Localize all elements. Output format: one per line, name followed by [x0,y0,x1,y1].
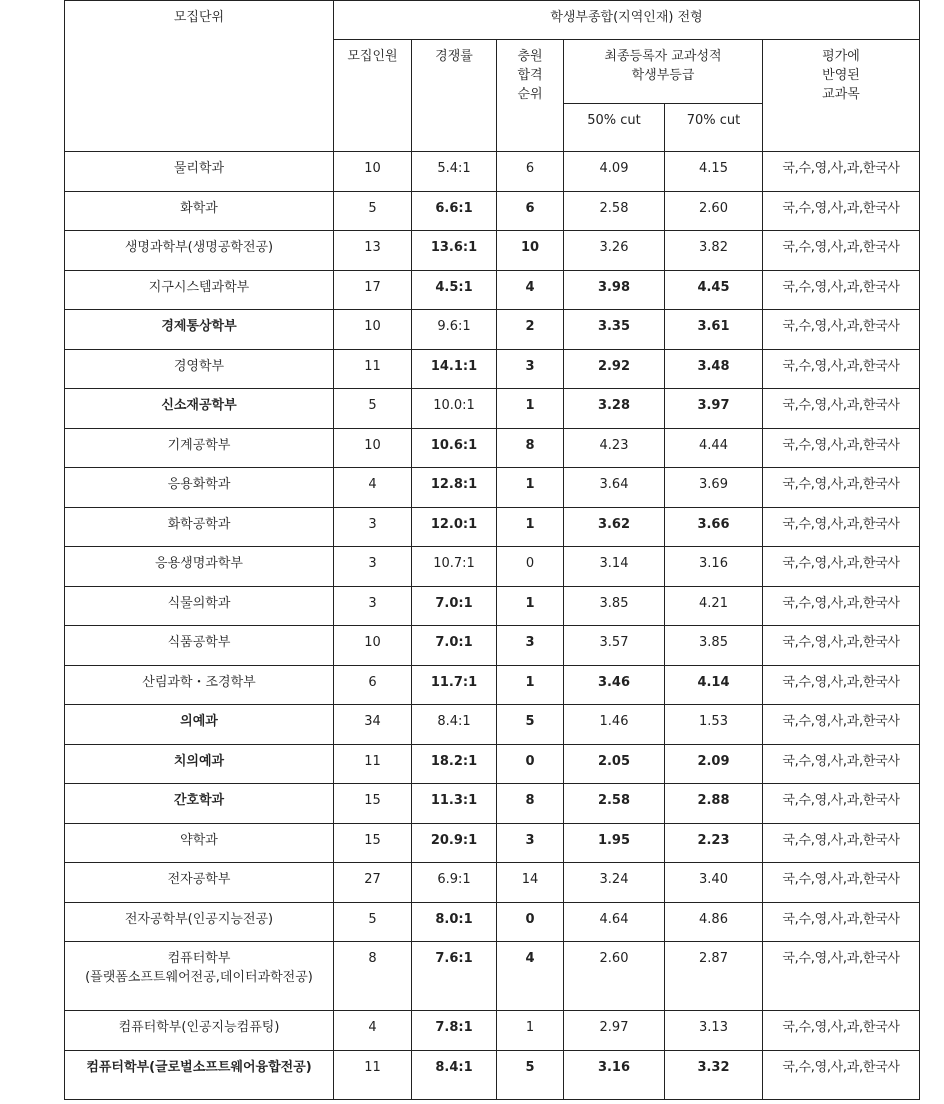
cell-name: 약학과 [65,823,334,863]
table-row [65,428,920,468]
cell-count: 5 [334,389,412,429]
cell-ratio: 12.8:1 [412,468,497,508]
cell-rank: 0 [497,902,564,942]
cell-count: 5 [334,191,412,231]
cell-count: 6 [334,665,412,705]
cell-subjects: 국,수,영,사,과,한국사 [763,547,920,587]
cell-subjects: 국,수,영,사,과,한국사 [763,1050,920,1099]
cell-c50: 3.64 [564,468,665,508]
header-group: 학생부종합(지역인재) 전형 [334,1,920,40]
header-ratio: 경쟁률 [412,40,497,152]
cell-c50: 2.58 [564,191,665,231]
admissions-table [64,0,920,1100]
cell-subjects: 국,수,영,사,과,한국사 [763,270,920,310]
cell-name: 컴퓨터학부(글로벌소프트웨어융합전공) [65,1050,334,1099]
cell-c70: 4.45 [665,270,763,310]
cell-c70: 4.15 [665,152,763,192]
cell-c50: 3.14 [564,547,665,587]
cell-rank: 3 [497,823,564,863]
cell-c70: 3.66 [665,507,763,547]
cell-count: 3 [334,507,412,547]
cell-subjects: 국,수,영,사,과,한국사 [763,705,920,745]
cell-rank: 3 [497,626,564,666]
header-rank-line: 충원 [517,49,543,64]
table-row [65,586,920,626]
cell-ratio: 8.0:1 [412,902,497,942]
cell-name: 전자공학부(인공지능전공) [65,902,334,942]
table-row [65,310,920,350]
cell-c70: 3.61 [665,310,763,350]
cell-c50: 3.16 [564,1050,665,1099]
table-body [65,152,920,1100]
cell-name: 응용화학과 [65,468,334,508]
cell-subjects: 국,수,영,사,과,한국사 [763,349,920,389]
cell-subjects: 국,수,영,사,과,한국사 [763,784,920,824]
header-grade-line: 최종등록자 교과성적 [604,49,722,64]
table-row [65,1011,920,1051]
cell-subjects: 국,수,영,사,과,한국사 [763,428,920,468]
cell-ratio: 6.6:1 [412,191,497,231]
cell-name: 의예과 [65,705,334,745]
header-cut50: 50% cut [564,104,665,152]
cell-name: 식물의학과 [65,586,334,626]
cell-rank: 0 [497,547,564,587]
header-subjects [763,40,920,152]
cell-rank: 8 [497,784,564,824]
cell-subjects: 국,수,영,사,과,한국사 [763,231,920,271]
table-row [65,152,920,192]
cell-name: 화학공학과 [65,507,334,547]
table-row [65,705,920,745]
cell-name: 화학과 [65,191,334,231]
cell-c50: 3.98 [564,270,665,310]
cell-subjects: 국,수,영,사,과,한국사 [763,1011,920,1051]
cell-c70: 3.85 [665,626,763,666]
cell-c50: 2.97 [564,1011,665,1051]
cell-count: 15 [334,823,412,863]
cell-ratio: 7.0:1 [412,586,497,626]
cell-ratio: 7.0:1 [412,626,497,666]
table-row [65,389,920,429]
cell-count: 5 [334,902,412,942]
table-row [65,863,920,903]
cell-name: 생명과학부(생명공학전공) [65,231,334,271]
cell-count: 11 [334,349,412,389]
cell-c70: 3.40 [665,863,763,903]
cell-rank: 1 [497,389,564,429]
cell-ratio: 12.0:1 [412,507,497,547]
table-row [65,942,920,1011]
cell-count: 10 [334,626,412,666]
cell-subjects: 국,수,영,사,과,한국사 [763,823,920,863]
cell-c50: 4.64 [564,902,665,942]
cell-c70: 4.86 [665,902,763,942]
cell-c70: 4.21 [665,586,763,626]
cell-rank: 4 [497,942,564,1011]
cell-rank: 1 [497,468,564,508]
cell-rank: 5 [497,705,564,745]
cell-c70: 3.32 [665,1050,763,1099]
cell-rank: 4 [497,270,564,310]
cell-c70: 2.88 [665,784,763,824]
cell-count: 4 [334,1011,412,1051]
cell-count: 3 [334,547,412,587]
cell-subjects: 국,수,영,사,과,한국사 [763,152,920,192]
cell-subjects: 국,수,영,사,과,한국사 [763,191,920,231]
cell-c70: 3.16 [665,547,763,587]
cell-subjects: 국,수,영,사,과,한국사 [763,744,920,784]
cell-name: 경제통상학부 [65,310,334,350]
cell-ratio: 8.4:1 [412,1050,497,1099]
header-cut70: 70% cut [665,104,763,152]
cell-c70: 3.97 [665,389,763,429]
cell-count: 8 [334,942,412,1011]
cell-c70: 4.44 [665,428,763,468]
table-row [65,626,920,666]
cell-subjects: 국,수,영,사,과,한국사 [763,586,920,626]
cell-c50: 3.28 [564,389,665,429]
cell-count: 17 [334,270,412,310]
cell-rank: 0 [497,744,564,784]
cell-rank: 2 [497,310,564,350]
cell-rank: 5 [497,1050,564,1099]
cell-name: 지구시스템과학부 [65,270,334,310]
cell-name: 경영학부 [65,349,334,389]
cell-c50: 2.60 [564,942,665,1011]
cell-count: 10 [334,152,412,192]
table-row [65,468,920,508]
cell-name: 컴퓨터학부 (플랫폼소프트웨어전공,데이터과학전공) [65,942,334,1011]
cell-ratio: 8.4:1 [412,705,497,745]
cell-rank: 1 [497,665,564,705]
cell-c50: 1.95 [564,823,665,863]
cell-rank: 3 [497,349,564,389]
cell-c50: 1.46 [564,705,665,745]
cell-ratio: 13.6:1 [412,231,497,271]
header-subjects-line: 반영된 [822,68,860,83]
cell-c50: 2.92 [564,349,665,389]
table-row [65,902,920,942]
cell-c50: 3.62 [564,507,665,547]
cell-name: 전자공학부 [65,863,334,903]
cell-subjects: 국,수,영,사,과,한국사 [763,863,920,903]
table-row [65,1050,920,1099]
cell-ratio: 18.2:1 [412,744,497,784]
header-rank-line: 합격 [517,68,543,83]
header-unit: 모집단위 [65,1,334,152]
cell-c50: 4.23 [564,428,665,468]
cell-name: 식품공학부 [65,626,334,666]
cell-rank: 10 [497,231,564,271]
cell-name: 신소재공학부 [65,389,334,429]
header-grade-line: 학생부등급 [631,68,695,83]
header-subjects-line: 교과목 [822,87,860,102]
cell-ratio: 7.8:1 [412,1011,497,1051]
cell-c70: 2.23 [665,823,763,863]
cell-c70: 3.82 [665,231,763,271]
cell-subjects: 국,수,영,사,과,한국사 [763,665,920,705]
cell-c50: 3.57 [564,626,665,666]
cell-count: 10 [334,310,412,350]
cell-count: 11 [334,744,412,784]
cell-c50: 2.58 [564,784,665,824]
header-rank [497,40,564,152]
cell-count: 34 [334,705,412,745]
table-row [65,191,920,231]
cell-name: 기계공학부 [65,428,334,468]
table-row [65,784,920,824]
cell-c50: 2.05 [564,744,665,784]
cell-ratio: 7.6:1 [412,942,497,1011]
cell-rank: 1 [497,1011,564,1051]
cell-rank: 6 [497,152,564,192]
cell-count: 27 [334,863,412,903]
header-rank-line: 순위 [517,87,543,102]
header-grade [564,40,763,104]
cell-subjects: 국,수,영,사,과,한국사 [763,507,920,547]
table-row [65,270,920,310]
cell-ratio: 4.5:1 [412,270,497,310]
cell-ratio: 20.9:1 [412,823,497,863]
cell-rank: 1 [497,586,564,626]
cell-name: 산림과학・조경학부 [65,665,334,705]
cell-ratio: 5.4:1 [412,152,497,192]
cell-name: 간호학과 [65,784,334,824]
header-count: 모집인원 [334,40,412,152]
cell-c70: 4.14 [665,665,763,705]
cell-c70: 2.60 [665,191,763,231]
header-subjects-line: 평가에 [822,49,860,64]
cell-count: 15 [334,784,412,824]
cell-ratio: 10.0:1 [412,389,497,429]
cell-subjects: 국,수,영,사,과,한국사 [763,468,920,508]
cell-ratio: 14.1:1 [412,349,497,389]
cell-count: 13 [334,231,412,271]
cell-c50: 3.35 [564,310,665,350]
cell-ratio: 10.7:1 [412,547,497,587]
cell-c50: 3.46 [564,665,665,705]
cell-rank: 1 [497,507,564,547]
cell-ratio: 9.6:1 [412,310,497,350]
cell-subjects: 국,수,영,사,과,한국사 [763,310,920,350]
cell-name: 치의예과 [65,744,334,784]
cell-ratio: 11.3:1 [412,784,497,824]
cell-name: 컴퓨터학부(인공지능컴퓨팅) [65,1011,334,1051]
cell-c70: 3.69 [665,468,763,508]
cell-ratio: 10.6:1 [412,428,497,468]
cell-rank: 14 [497,863,564,903]
cell-c50: 4.09 [564,152,665,192]
cell-c70: 3.13 [665,1011,763,1051]
table-row [65,665,920,705]
cell-count: 3 [334,586,412,626]
cell-subjects: 국,수,영,사,과,한국사 [763,902,920,942]
cell-rank: 6 [497,191,564,231]
cell-subjects: 국,수,영,사,과,한국사 [763,942,920,1011]
cell-ratio: 6.9:1 [412,863,497,903]
cell-rank: 8 [497,428,564,468]
cell-c70: 3.48 [665,349,763,389]
cell-count: 11 [334,1050,412,1099]
cell-c70: 2.09 [665,744,763,784]
table-row [65,547,920,587]
table-row [65,349,920,389]
cell-c70: 1.53 [665,705,763,745]
cell-c50: 3.26 [564,231,665,271]
table-row [65,231,920,271]
table-row [65,744,920,784]
cell-c50: 3.24 [564,863,665,903]
cell-subjects: 국,수,영,사,과,한국사 [763,626,920,666]
cell-ratio: 11.7:1 [412,665,497,705]
cell-c70: 2.87 [665,942,763,1011]
cell-name: 물리학과 [65,152,334,192]
table-row [65,823,920,863]
table-row [65,507,920,547]
cell-subjects: 국,수,영,사,과,한국사 [763,389,920,429]
cell-c50: 3.85 [564,586,665,626]
cell-name: 응용생명과학부 [65,547,334,587]
cell-count: 4 [334,468,412,508]
cell-count: 10 [334,428,412,468]
